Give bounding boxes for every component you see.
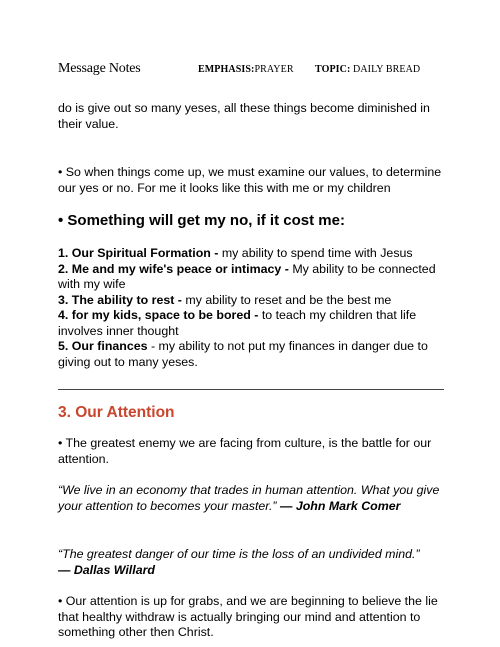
quote-comer	[58, 483, 444, 514]
list-item	[58, 339, 444, 370]
topic-label: TOPIC:	[315, 64, 351, 75]
emphasis-value: PRAYER	[254, 64, 294, 75]
topic-value: DAILY BREAD	[353, 64, 421, 75]
paragraph-values: • So when things come up, we must examine our values, to determine our yes or no. For me it looks like this with me or my children	[58, 165, 442, 195]
quote-author: — Dallas Willard	[58, 562, 155, 577]
quote-text: “The greatest danger of our time is the loss of an undivided mind.”	[58, 547, 420, 561]
quote-willard	[58, 547, 444, 578]
emphasis-meta	[198, 64, 294, 75]
list-item	[58, 293, 444, 309]
brand-title: Message Notes	[58, 61, 141, 76]
section-title: 3. Our Attention	[58, 404, 175, 421]
section-divider	[58, 389, 444, 390]
no-list-heading: • Something will get my no, if it cost me:	[58, 212, 345, 229]
quote-text: “We live in an economy that trades in human attention. What you give your attention to becomes your master.”	[58, 483, 440, 513]
list-item-bold: 4. for my kids, space to be bored -	[58, 308, 262, 322]
list-item-bold: 3. The ability to rest -	[58, 292, 186, 307]
list-item-text: my ability to spend time with Jesus	[221, 246, 413, 260]
list-item-text: my ability to reset and be the best me	[185, 292, 392, 307]
list-item	[58, 262, 444, 293]
list-item	[58, 308, 444, 339]
quote-author: — John Mark Comer	[276, 498, 401, 513]
paragraph-attention: • Our attention is up for grabs, and we are beginning to believe the lie that healthy withdraw is actually bringing our mind and attention to something other then Christ.	[58, 594, 438, 639]
list-item-bold: 2. Me and my wife's peace or intimacy -	[58, 261, 293, 276]
list-item-bold: 5. Our finances	[58, 339, 148, 353]
notes-content	[58, 101, 444, 641]
page-header	[58, 61, 442, 81]
paragraph-enemy: • The greatest enemy we are facing from culture, is the battle for our attention.	[58, 436, 432, 466]
list-item-text: - my ability to not put my finances in danger due to giving out to many yeses.	[58, 339, 428, 369]
emphasis-label: EMPHASIS:	[198, 64, 255, 75]
list-item-bold: 1. Our Spiritual Formation -	[58, 246, 222, 260]
topic-meta	[315, 64, 420, 75]
list-item-text: My ability to be connected with my wife	[58, 261, 436, 291]
list-item-text: to teach my children that life involves inner thought	[58, 308, 417, 338]
priority-list	[58, 246, 444, 370]
list-item	[58, 246, 444, 262]
paragraph-continuation: do is give out so many yeses, all these things become diminished in their value.	[58, 101, 430, 131]
